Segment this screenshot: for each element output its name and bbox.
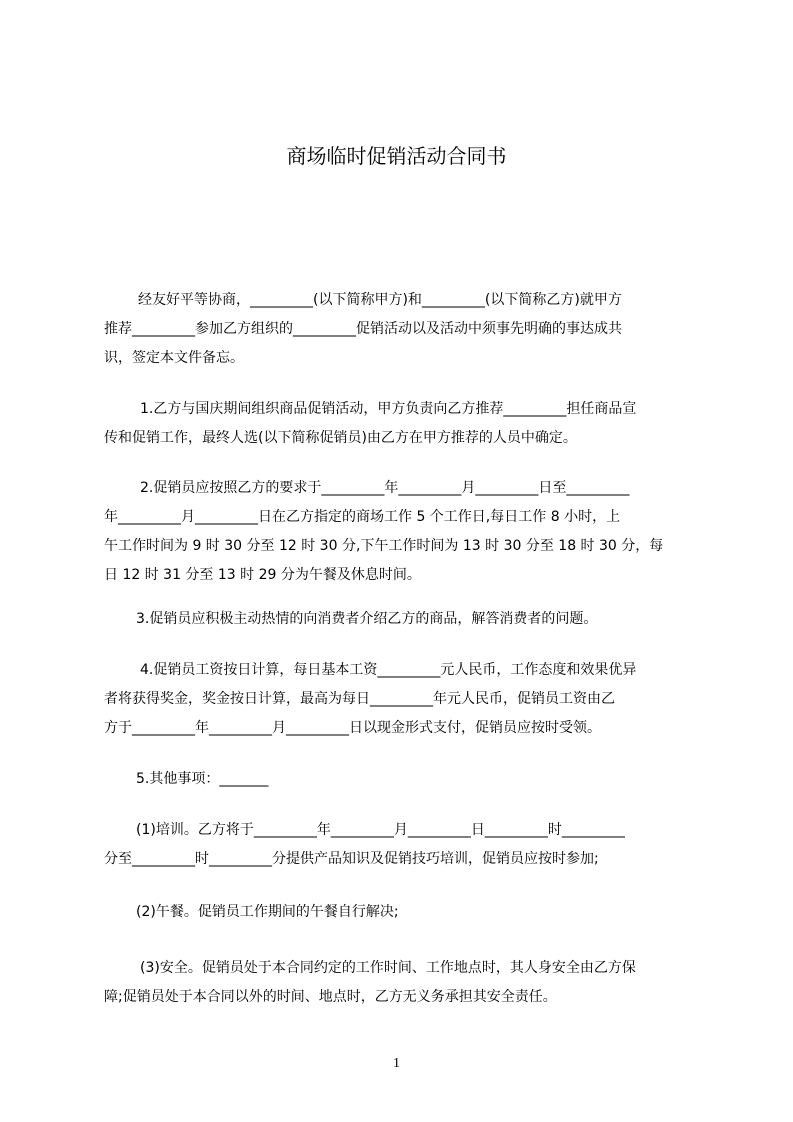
paragraph-line: 3.促销员应积极主动热情的向消费者介绍乙方的商品，解答消费者的问题。 xyxy=(136,611,598,627)
paragraph-line: 识，签定本文件备忘。 xyxy=(104,350,244,366)
clause-5 xyxy=(104,765,694,794)
paragraph-line: 分至_________时_________分提供产品知识及促销技巧培训，促销员应按时参加; xyxy=(104,851,599,867)
clause-3 xyxy=(104,605,694,634)
clause-2 xyxy=(104,474,694,590)
paragraph-line: 4.促销员工资按日计算，每日基本工资_________元人民币，工作态度和效果优异 xyxy=(140,662,637,678)
paragraph-line: 传和促销工作，最终人选(以下简称促销员)由乙方在甲方推荐的人员中确定。 xyxy=(104,430,577,446)
paragraph-line: 2.促销员应按照乙方的要求于_________年_________月_________日至_________ xyxy=(140,480,630,496)
paragraph-line: 推荐_________参加乙方组织的_________促销活动以及活动中须事先明确的事达成共 xyxy=(104,321,622,337)
clause-4 xyxy=(104,656,694,743)
paragraph-line: 者将获得奖金，奖金按日计算，最高为每日_________年元人民币，促销员工资由乙 xyxy=(104,691,615,707)
clause-1 xyxy=(104,395,694,453)
paragraph-line: 经友好平等协商，_________(以下简称甲方)和_________(以下简称乙方)就甲方 xyxy=(138,292,622,308)
paragraph-line: 年_________月_________日在乙方指定的商场工作 5 个工作日,每日工作 8 小时，上 xyxy=(104,509,621,525)
page-number: 1 xyxy=(393,1056,400,1071)
document-title: 商场临时促销活动合同书 xyxy=(286,144,507,168)
paragraph-line: (3)安全。促销员处于本合同约定的工作时间、工作地点时，其人身安全由乙方保 xyxy=(140,960,636,976)
paragraph-line: 5.其他事项：_______ xyxy=(136,771,269,787)
paragraph-line: 障;促销员处于本合同以外的时间、地点时，乙方无义务承担其安全责任。 xyxy=(104,989,557,1005)
paragraph-line: 午工作时间为 9 时 30 分至 12 时 30 分,下午工作时间为 13 时 30 分至 18 时 30 分，每 xyxy=(104,538,664,554)
paragraph-intro xyxy=(104,286,694,373)
paragraph-line: 日 12 时 31 分至 13 时 29 分为午餐及休息时间。 xyxy=(104,567,421,583)
subclause-training xyxy=(104,816,694,874)
paragraph-line: 方于_________年_________月_________日以现金形式支付，促销员应按时受领。 xyxy=(104,720,601,736)
paragraph-line: (2)午餐。促销员工作期间的午餐自行解决; xyxy=(136,904,399,920)
paragraph-line: (1)培训。乙方将于_________年_________月_________日_________时_________ xyxy=(136,822,625,838)
subclause-lunch xyxy=(104,898,694,927)
paragraph-line: 1.乙方与国庆期间组织商品促销活动，甲方负责向乙方推荐_________担任商品宣 xyxy=(140,401,637,417)
subclause-safety xyxy=(104,954,694,1012)
